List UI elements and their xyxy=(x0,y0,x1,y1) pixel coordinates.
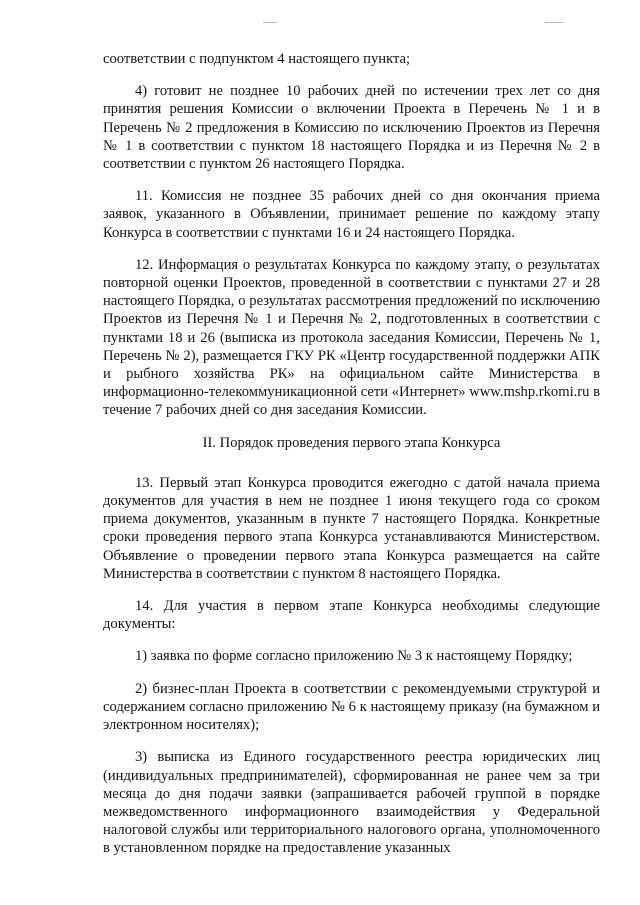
scan-artifact xyxy=(545,22,563,23)
paragraph-11: 11. Комиссия не позднее 35 рабочих дней со дня окончания приема заявок, указанного в Объявлении, принимает решение по каждому этапу Конкурса в соответствии с пунктами 16 и 24 настоящего Порядка. xyxy=(103,188,600,241)
paragraph-13: 13. Первый этап Конкурса проводится ежегодно с датой начала приема документов для участия в нем не позднее 1 июня текущего года со сроком приема документов, указанным в пункте 7 настоящего Порядка. Конкретные сроки проведения первого этапа Конкурса устанавливаются Министерством. Объявление о проведении первого этапа Конкурса размещается на сайте Министерства в соответствии с пунктом 8 настоящего Порядка. xyxy=(103,474,600,582)
paragraph-14-item-3: 3) выписка из Единого государственного реестра юридических лиц (индивидуальных предпринимателей), сформированная не ранее чем за три месяца до дня подачи заявки (запрашивается рабочей группой в порядке межведомственного информационного взаимодействия у Федеральной налоговой службы или территориального налогового органа, уполномоченного в установленном порядке на предоставление указанных xyxy=(103,749,600,857)
section-heading: II. Порядок проведения первого этапа Конкурса xyxy=(202,434,501,451)
paragraph-continuation: соответствии с подпунктом 4 настоящего пункта; xyxy=(103,51,411,67)
document-body xyxy=(103,50,600,872)
paragraph-14: 14. Для участия в первом этапе Конкурса необходимы следующие документы: xyxy=(103,598,600,633)
scan-artifact xyxy=(263,22,277,23)
paragraph-14-item-2: 2) бизнес-план Проекта в соответствии с рекомендуемыми структурой и содержанием согласно приложению № 6 к настоящему приказу (на бумажном и электронном носителях); xyxy=(103,680,600,734)
paragraph-14-item-1: 1) заявка по форме согласно приложению № 3 к настоящему Порядку; xyxy=(135,648,573,665)
paragraph-12: 12. Информация о результатах Конкурса по каждому этапу, о результатах повторной оценки Проектов, проведенной в соответствии с пунктами 27 и 28 настоящего Порядка, о результатах рассмотрения предложений по исключению Проектов из Перечня № 1 и Перечня № 2, подготовленных в соответствии с пунктами 18 и 26 (выписка из протокола заседания Комиссии, Перечень № 1, Перечень № 2), размещается ГКУ РК «Центр государственной поддержки АПК и рыбного хозяйства РК» на официальном сайте Министерства в информационно-телекоммуникационной сети «Интернет» www.mshp.rkomi.ru в течение 7 рабочих дней со дня заседания Комиссии. xyxy=(103,256,600,419)
paragraph-subitem-4: 4) готовит не позднее 10 рабочих дней по истечении трех лет со дня принятия решения Комиссии о включении Проекта в Перечень № 1 и в Перечень № 2 предложения в Комиссию по исключению Проектов из Перечня № 1 в соответствии с пунктом 18 настоящего Порядка и из Перечня № 2 в соответствии с пунктом 26 настоящего Порядка. xyxy=(103,83,600,173)
